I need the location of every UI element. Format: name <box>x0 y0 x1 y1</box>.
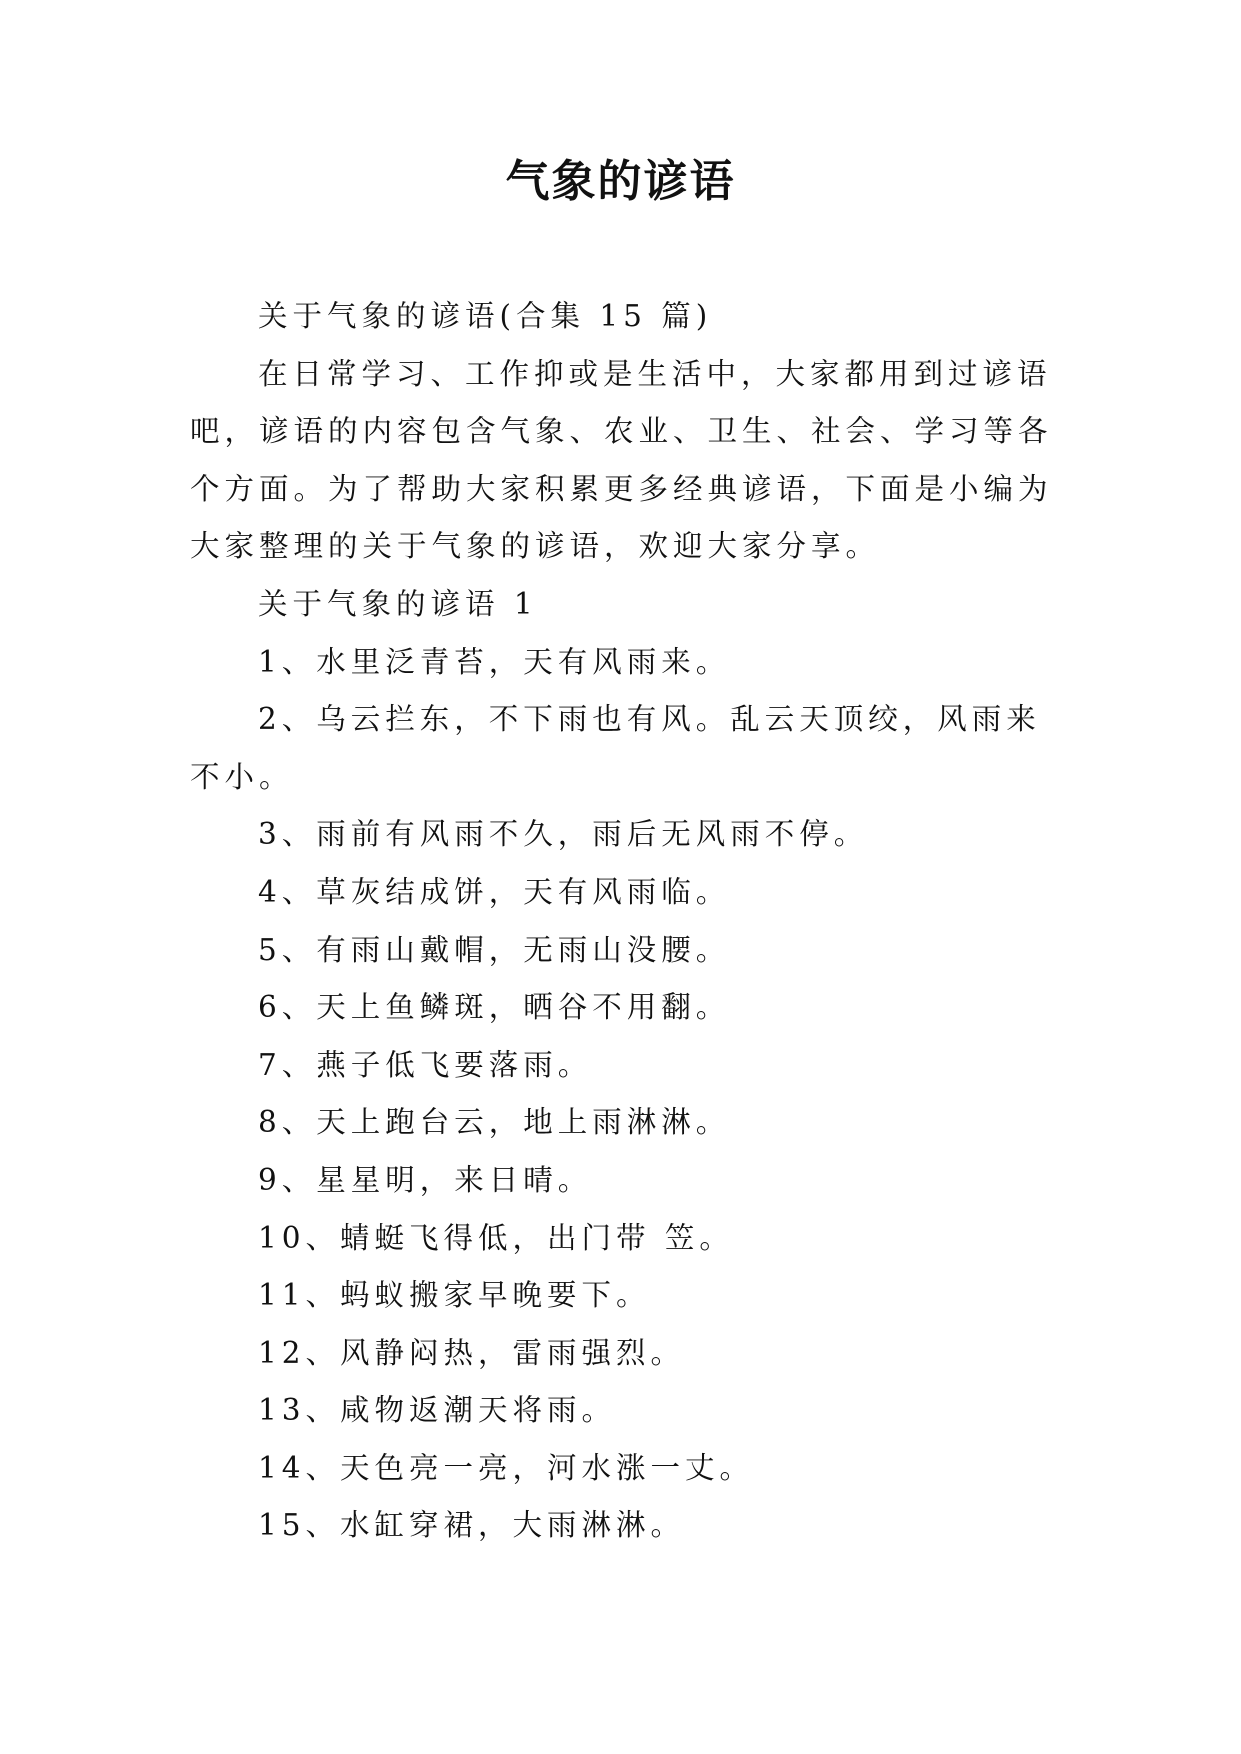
proverb-item: 11、蚂蚁搬家早晚要下。 <box>258 1278 651 1313</box>
proverb-item: 6、天上鱼鳞斑，晒谷不用翻。 <box>258 990 731 1025</box>
proverb-item: 1、水里泛青苔，天有风雨来。 <box>258 644 731 679</box>
proverb-item: 4、草灰结成饼，天有风雨临。 <box>258 874 731 909</box>
intro-paragraph: 在日常学习、工作抑或是生活中，大家都用到过谚语吧，谚语的内容包含气象、农业、卫生、社会、学习等各个方面。为了帮助大家积累更多经典谚语，下面是小编为大家整理的关于气象的谚语，欢迎大家分享。 <box>190 356 1053 564</box>
proverb-item: 2、乌云拦东，不下雨也有风。乱云天顶绞，风雨来不小。 <box>190 702 1041 794</box>
proverb-item: 12、风静闷热，雷雨强烈。 <box>258 1335 686 1370</box>
proverb-item: 3、雨前有风雨不久，雨后无风雨不停。 <box>258 817 869 852</box>
proverb-item: 7、燕子低飞要落雨。 <box>258 1047 593 1082</box>
proverb-item: 13、咸物返潮天将雨。 <box>258 1393 617 1428</box>
proverb-item: 10、蜻蜓飞得低，出门带 笠。 <box>258 1220 734 1255</box>
proverb-item: 8、天上跑台云，地上雨淋淋。 <box>258 1105 731 1140</box>
proverb-item: 15、水缸穿裙，大雨淋淋。 <box>258 1508 686 1543</box>
proverb-item: 14、天色亮一亮，河水涨一丈。 <box>258 1450 755 1485</box>
intro-heading: 关于气象的谚语(合集 15 篇) <box>258 299 713 333</box>
section-heading: 关于气象的谚语 1 <box>258 586 538 621</box>
proverb-item: 5、有雨山戴帽，无雨山没腰。 <box>258 932 731 967</box>
document-title: 气象的谚语 <box>505 156 736 207</box>
document-body <box>190 288 1062 1555</box>
proverb-item: 9、星星明，来日晴。 <box>258 1162 593 1197</box>
